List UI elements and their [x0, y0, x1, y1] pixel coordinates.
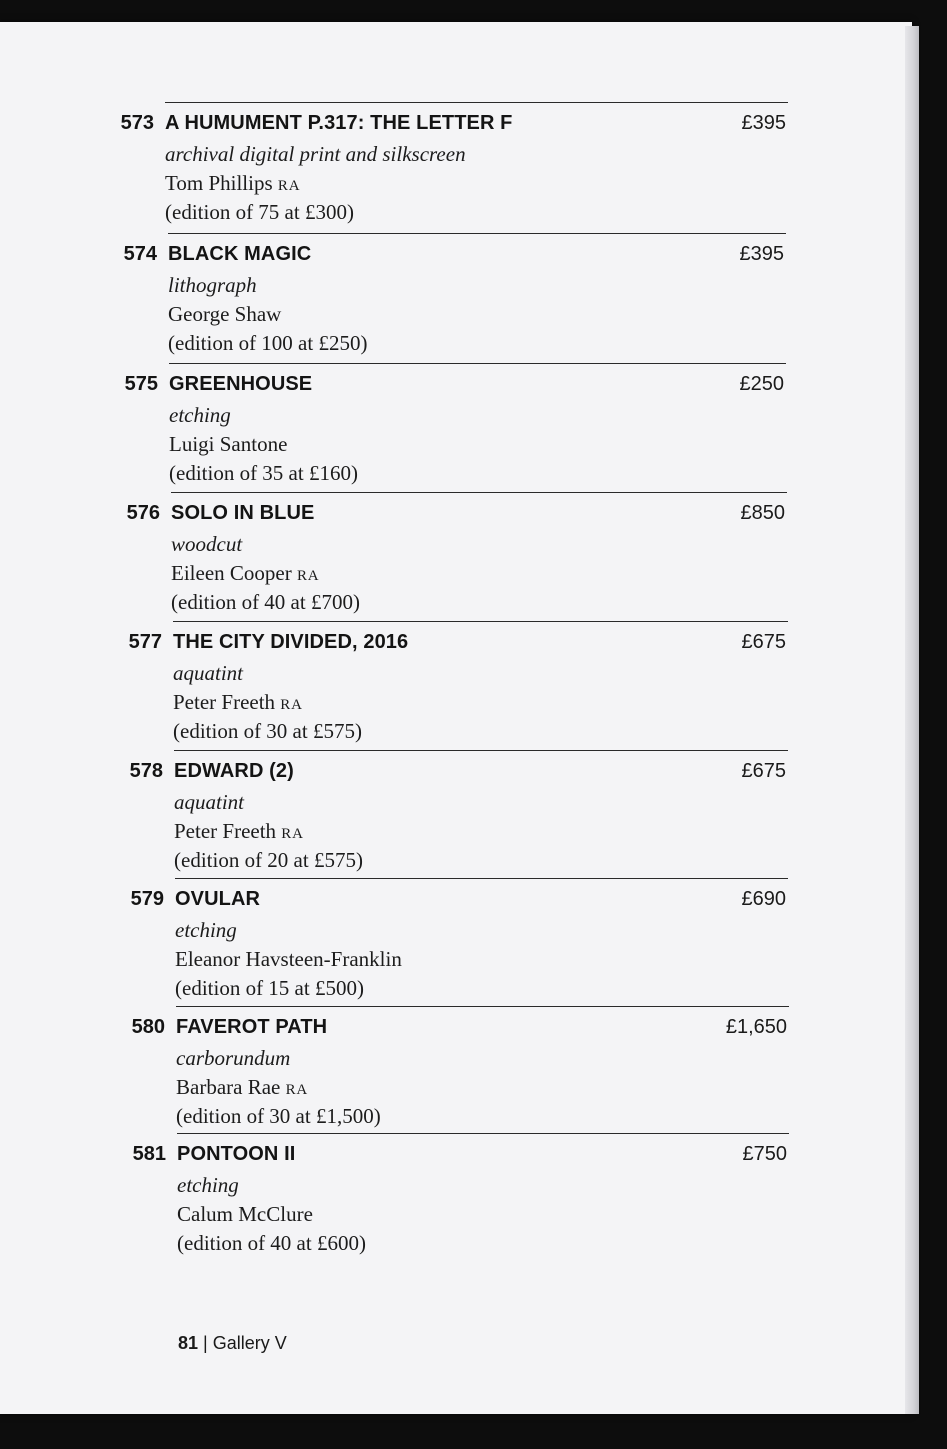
- page-number: 81: [178, 1333, 199, 1353]
- artist-name: Calum McClure: [177, 1202, 313, 1226]
- entry-edition: (edition of 30 at £575): [173, 719, 362, 743]
- entry-price: £1,650: [725, 1016, 787, 1038]
- entry-medium: woodcut: [171, 532, 243, 556]
- artist-ra: RA: [296, 568, 320, 584]
- entry-price: £850: [740, 502, 785, 524]
- entry-artist: [175, 947, 402, 972]
- entry-artist: [176, 1075, 308, 1100]
- entry-artist: [171, 561, 319, 586]
- entry-edition: (edition of 40 at £700): [171, 590, 360, 614]
- catalogue-entry: [120, 621, 788, 750]
- entry-medium: etching: [177, 1173, 239, 1197]
- catalogue-entry: [122, 878, 788, 1007]
- entry-medium: archival digital print and silkscreen: [165, 142, 466, 166]
- artist-ra: RA: [285, 1082, 309, 1098]
- entry-title: A HUMUMENT P.317: THE LETTER F: [165, 112, 513, 134]
- entry-number: 576: [126, 502, 160, 524]
- page-footer: [178, 1333, 287, 1354]
- entry-title: EDWARD (2): [174, 760, 294, 782]
- footer-separator: |: [198, 1333, 213, 1353]
- entry-number: 578: [129, 760, 163, 782]
- entry-medium: aquatint: [173, 661, 244, 685]
- entry-price: £690: [741, 888, 786, 910]
- artist-ra: RA: [277, 178, 301, 194]
- entry-title: OVULAR: [175, 888, 261, 910]
- entry-edition: (edition of 15 at £500): [175, 976, 364, 1000]
- catalogue-entry: [121, 750, 788, 879]
- entry-edition: (edition of 100 at £250): [168, 331, 368, 355]
- catalogue-entry: [112, 102, 788, 231]
- entry-title: SOLO IN BLUE: [171, 502, 315, 524]
- catalogue-entry: [118, 492, 787, 621]
- artist-name: George Shaw: [168, 302, 282, 326]
- catalogue-entry: [116, 363, 786, 492]
- artist-ra: RA: [280, 697, 303, 713]
- artist-name: Eleanor Havsteen-Franklin: [175, 947, 402, 971]
- entry-edition: (edition of 35 at £160): [169, 461, 358, 485]
- entry-number: 581: [132, 1143, 166, 1165]
- page-edge: [905, 26, 919, 1414]
- entry-artist: [168, 302, 281, 327]
- entry-number: 575: [124, 373, 158, 395]
- artist-ra: RA: [281, 826, 304, 842]
- entry-medium: lithograph: [168, 273, 257, 297]
- entry-divider: [176, 1006, 789, 1007]
- entry-price: £395: [741, 112, 786, 134]
- entry-divider: [174, 750, 788, 751]
- catalogue-entry: [115, 233, 786, 362]
- entry-number: 574: [123, 243, 157, 265]
- entry-title: GREENHOUSE: [169, 373, 313, 395]
- entry-title: FAVEROT PATH: [176, 1016, 328, 1038]
- entry-divider: [175, 878, 788, 879]
- artist-name: Barbara Rae: [176, 1075, 281, 1099]
- artist-name: Tom Phillips: [165, 171, 273, 195]
- entry-price: £750: [742, 1143, 787, 1165]
- entry-number: 577: [128, 631, 162, 653]
- entry-divider: [169, 363, 786, 364]
- entry-edition: (edition of 30 at £1,500): [176, 1104, 381, 1128]
- entry-medium: etching: [169, 403, 231, 427]
- artist-name: Peter Freeth: [174, 819, 277, 843]
- catalogue-entry: [123, 1006, 789, 1135]
- entry-medium: etching: [175, 918, 237, 942]
- entry-edition: (edition of 75 at £300): [165, 200, 354, 224]
- entry-divider: [165, 102, 788, 103]
- entry-price: £675: [741, 631, 786, 653]
- entry-artist: [165, 171, 300, 196]
- artist-name: Eileen Cooper: [171, 561, 292, 585]
- artist-name: Luigi Santone: [169, 432, 288, 456]
- entry-divider: [173, 621, 788, 622]
- section-name: Gallery V: [212, 1333, 287, 1353]
- entry-edition: (edition of 40 at £600): [177, 1231, 366, 1255]
- artist-name: Peter Freeth: [173, 690, 276, 714]
- entry-divider: [177, 1133, 789, 1134]
- entry-artist: [169, 432, 287, 457]
- entry-title: THE CITY DIVIDED, 2016: [173, 631, 409, 653]
- entry-title: PONTOON II: [177, 1143, 296, 1165]
- entry-divider: [171, 492, 787, 493]
- entry-divider: [168, 233, 786, 234]
- entry-number: 580: [131, 1016, 165, 1038]
- entry-medium: aquatint: [174, 790, 245, 814]
- entry-title: BLACK MAGIC: [168, 243, 312, 265]
- entry-artist: [174, 819, 304, 844]
- entry-medium: carborundum: [176, 1046, 291, 1070]
- entry-price: £250: [739, 373, 784, 395]
- entry-artist: [173, 690, 303, 715]
- entry-number: 573: [120, 112, 154, 134]
- entry-edition: (edition of 20 at £575): [174, 848, 363, 872]
- entry-price: £675: [741, 760, 786, 782]
- entry-price: £395: [739, 243, 784, 265]
- catalogue-entry: [124, 1133, 789, 1262]
- entry-number: 579: [130, 888, 164, 910]
- entry-artist: [177, 1202, 313, 1227]
